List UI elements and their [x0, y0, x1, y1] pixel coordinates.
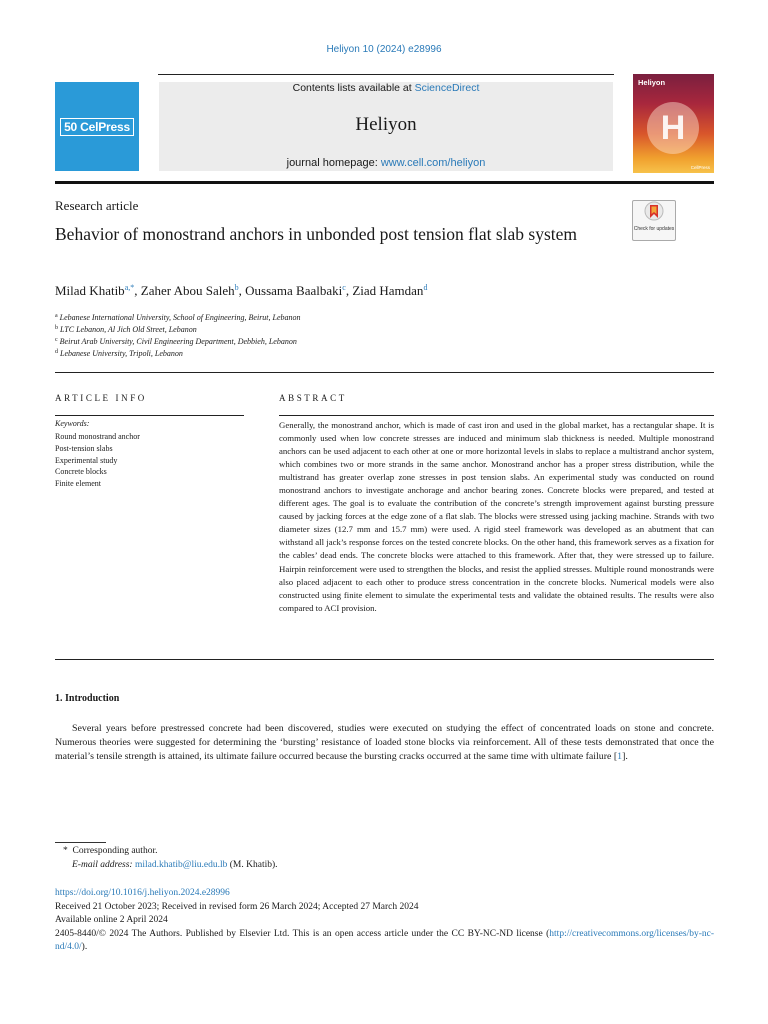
- author[interactable]: Oussama Baalbaki$^c$: [245, 283, 346, 298]
- affiliation: $^a$ Lebanese International University, School of Engineering, Beirut, Lebanon: [55, 313, 301, 322]
- keyword: Experimental study: [55, 455, 118, 465]
- license-statement: 2405-8440/© 2024 The Authors. Published by Elsevier Ltd. This is an open access article under the CC BY-NC-ND license (http://creativecommons.org/licenses/by-nc-nd/4.0/).: [55, 929, 715, 952]
- author[interactable]: Zaher Abou Saleh$^b$: [140, 283, 239, 298]
- journal-title: Heliyon: [355, 114, 417, 135]
- homepage-line: [159, 157, 613, 169]
- publisher-logo[interactable]: [55, 82, 139, 171]
- article-type: Research article: [55, 198, 139, 213]
- keyword: Post-tension slabs: [55, 443, 113, 453]
- section-rule: [55, 372, 714, 373]
- article-info-rule: [55, 415, 244, 416]
- doi-link[interactable]: https://doi.org/10.1016/j.heliyon.2024.e28996: [55, 888, 230, 898]
- abstract-heading: ABSTRACT: [279, 393, 347, 403]
- journal-cover-image[interactable]: [633, 74, 714, 173]
- contents-prefix: Contents lists available at: [292, 82, 415, 94]
- paper-title: Behavior of monostrand anchors in unbonded post tension flat slab system: [55, 224, 578, 244]
- email-label: E-mail address:: [72, 860, 133, 870]
- homepage-link[interactable]: www.cell.com/heliyon: [380, 157, 486, 169]
- article-info-heading: ARTICLE INFO: [55, 393, 147, 403]
- cover-journal-name: Heliyon: [638, 78, 666, 87]
- introduction-paragraph: Several years before prestressed concrete had been discovered, studies were executed on studying the effect of concentrated loads on stone and concrete. Numerous theories were suggested for determining the ‘bursting’ resistance of loaded stone blocks via reinforcement. All of these tests demonstrated that once the material’s tensile strength is attained, its ultimate failure occurred because the bursting cracks occurred at the same time with ultimate failure [1].: [55, 723, 714, 762]
- author[interactable]: Ziad Hamdan$^d$: [352, 283, 428, 298]
- cellpress-logo-text: 50 CelPress: [60, 118, 134, 136]
- email-note: E-mail address: milad.khatib@liu.edu.lb (M. Khatib).: [72, 860, 278, 870]
- cover-letter: H: [660, 109, 686, 147]
- keyword: Concrete blocks: [55, 467, 107, 477]
- available-date: Available online 2 April 2024: [55, 915, 168, 925]
- corresponding-author-note: * Corresponding author.: [63, 846, 158, 856]
- keywords-list: [55, 431, 140, 490]
- header-top-rule: [158, 74, 614, 75]
- license-link[interactable]: http://creativecommons.org/licenses/by-nc-nd/4.0/: [55, 929, 715, 952]
- affiliation: $^c$ Beirut Arab University, Civil Engineering Department, Debbieh, Lebanon: [55, 337, 297, 346]
- abstract-text: Generally, the monostrand anchor, which is made of cast iron and used in the global market, has a rectangular shape. It is commonly used when low concrete stresses are induced and minimum slab thickness is needed. Multiple monostrand anchors can be used adjacent to each other at one or more horizontal levels in slabs to replace a multistrand anchor system, which combines two or more strands in the same anchor. Monostrand anchor has a proper stress distribution, while the multistrand has greater overlap zone stresses in post tension slabs. An experimental study was conducted on round monostrand anchors to investigate anchorage and anchor bearing zones. Concrete blocks were prepared, and tested at different ages. The goal is to evaluate the contribution of the concrete’s strength improvement against bursting pressure caused by jacking forces at the edge zone of a flat slab. The blocks were stressed using jacking machine. Strands with two diameter sizes (12.7 mm and 15.7 mm) were used. A rigid steel framework was developed as an abutment that can withstand all jack’s response forces on the tested concrete blocks. On the other hand, this framework serves as a fixation for the cables’ dead ends. The concrete blocks were attached to this framework. After that, they were stressed up to failure. Hairpin reinforcement were used to strengthen the blocks, and resist the applied stresses. Multiple round monostrands were also placed adjacent to each other to produce stress concentration in the concrete blocks. Numerical models were also constructed using finite element to simulate the experimental tests and validate the obtained results. The results were also compared to ACI provision.: [279, 420, 714, 613]
- author[interactable]: Milad Khatib$^{a,*}$: [55, 283, 135, 298]
- keyword: Finite element: [55, 479, 101, 489]
- author-list: Milad Khatib$^{a,*}$, Zaher Abou Saleh$^b$, Oussama Baalbaki$^c$, Ziad Hamdan$^d$: [55, 283, 428, 298]
- section-heading-introduction: 1. Introduction: [55, 693, 120, 704]
- affiliation: $^d$ Lebanese University, Tripoli, Lebanon: [55, 349, 183, 358]
- cover-footer: CellPress: [690, 165, 710, 170]
- abstract-rule: [279, 415, 714, 416]
- homepage-prefix: journal homepage:: [286, 157, 381, 169]
- keyword: Round monostrand anchor: [55, 432, 140, 441]
- received-dates: Received 21 October 2023; Received in revised form 26 March 2024; Accepted 27 March 2024: [55, 902, 419, 912]
- keywords-label: Keywords:: [55, 419, 90, 428]
- email-link[interactable]: milad.khatib@liu.edu.lb: [134, 860, 228, 870]
- abstract-bottom-rule: [55, 659, 714, 660]
- footnote-rule: [55, 842, 106, 843]
- citation-link[interactable]: 1: [617, 751, 623, 762]
- check-updates-label: Check for updates: [633, 226, 675, 232]
- header-thick-rule: [55, 181, 714, 184]
- contents-line: [159, 82, 613, 94]
- sciencedirect-link[interactable]: ScienceDirect: [414, 82, 480, 94]
- affiliation: $^b$ LTC Lebanon, Al Jich Old Street, Lebanon: [55, 325, 197, 334]
- cover-emblem: [647, 102, 699, 154]
- check-for-updates-button[interactable]: [632, 200, 676, 241]
- journal-reference[interactable]: Heliyon 10 (2024) e28996: [326, 44, 442, 55]
- bookmark-icon: [643, 201, 665, 225]
